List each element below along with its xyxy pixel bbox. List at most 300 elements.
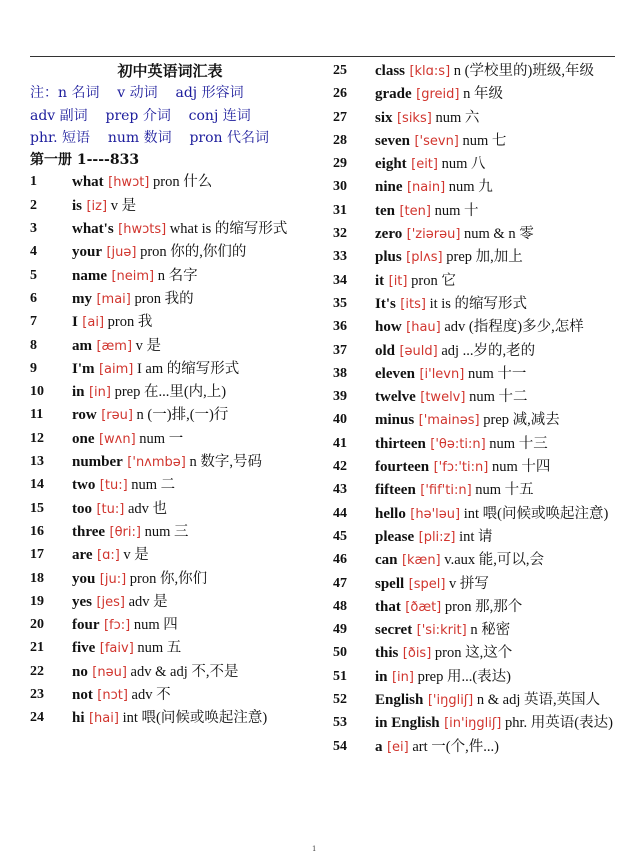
vocab-entry [333, 456, 615, 479]
entry-phonetic: [nɔt] [97, 688, 128, 704]
entry-phonetic: [in'iŋgliʃ] [444, 716, 502, 732]
entry-definition: adv 也 [124, 500, 168, 517]
entry-definition: art 一(个,件...) [408, 738, 499, 755]
entry-body [375, 479, 615, 502]
entry-body [72, 707, 310, 730]
entry-definition: adj ...岁的,老的 [437, 342, 536, 359]
entry-definition: pron 什么 [149, 174, 213, 191]
entry-number: 51 [333, 668, 347, 684]
entry-phonetic: [spel] [408, 576, 446, 592]
entry-number: 38 [333, 365, 347, 381]
entry-body [72, 171, 310, 194]
entry-definition: pron 我 [104, 314, 153, 331]
entry-word: is [72, 197, 83, 214]
entry-definition: num 十一 [464, 365, 527, 382]
entry-word: are [72, 547, 93, 564]
entry-phonetic: [its] [400, 296, 426, 312]
entry-phonetic: [iz] [86, 198, 108, 214]
entry-definition: pron 它 [407, 272, 456, 289]
entry-word: plus [375, 249, 402, 266]
entry-body [375, 270, 615, 293]
vocab-entry [333, 223, 615, 246]
entry-number: 50 [333, 645, 347, 661]
entry-number: 39 [333, 389, 347, 405]
entry-definition: n & adj 英语,英国人 [473, 692, 601, 709]
entry-phonetic: [juə] [106, 245, 137, 261]
note-value2: 数词 [143, 129, 172, 146]
entry-definition: int 喂(问候或唤起注意) [118, 710, 268, 727]
entry-word: class [375, 63, 405, 79]
entry-phonetic: ['si:krit] [416, 623, 467, 639]
vocab-entry [333, 526, 615, 549]
entry-definition: num 十 [430, 202, 479, 219]
entry-body [72, 591, 310, 614]
entry-phonetic: [ei] [386, 739, 409, 755]
vocab-entry [30, 218, 310, 241]
note-value3: 代名词 [227, 129, 269, 146]
vocab-entry [333, 689, 615, 712]
entry-body [375, 107, 615, 130]
entry-body [375, 246, 615, 269]
note-value: 短语 [62, 129, 91, 146]
entry-number: 53 [333, 715, 347, 731]
vocab-entry [30, 544, 310, 567]
entry-body [72, 661, 310, 684]
note-value: 名词 [71, 85, 100, 102]
entry-word: thirteen [375, 435, 426, 452]
entry-body [375, 316, 615, 339]
vocab-entry [333, 736, 615, 759]
entry-number: 31 [333, 202, 347, 218]
entry-body [375, 153, 615, 176]
entry-body [375, 176, 615, 199]
entry-number: 25 [333, 63, 347, 78]
entry-word: fifteen [375, 482, 416, 499]
entry-body [72, 614, 310, 637]
vocab-entry [333, 246, 615, 269]
vocab-entry [333, 409, 615, 432]
entry-word: hi [72, 710, 85, 727]
entry-body [72, 544, 310, 567]
entry-word: it [375, 272, 385, 289]
entry-definition: adv (指程度)多少,怎样 [440, 319, 584, 336]
entry-number: 32 [333, 226, 347, 242]
entry-phonetic: [ai] [82, 315, 105, 331]
vocab-entry [333, 642, 615, 665]
entry-definition: num 九 [445, 179, 493, 196]
entry-number: 7 [30, 314, 37, 330]
entry-number: 19 [30, 593, 44, 609]
entry-word: It's [375, 295, 396, 312]
vocab-entry [30, 335, 310, 358]
entry-body [72, 451, 310, 474]
entry-body [375, 712, 615, 735]
entry-phonetic: [siks] [396, 110, 432, 126]
entry-word: three [72, 523, 106, 540]
entry-phonetic: [hə'ləu] [410, 506, 461, 522]
entry-word: English [375, 692, 424, 709]
entry-body [375, 503, 615, 526]
entry-number: 47 [333, 575, 347, 591]
entry-word: number [72, 454, 123, 471]
entry-number: 40 [333, 412, 347, 428]
entry-definition: num & n 零 [460, 226, 534, 243]
entry-number: 34 [333, 272, 347, 288]
vocab-entry [333, 270, 615, 293]
entry-word: ten [375, 202, 395, 219]
entry-number: 2 [30, 197, 37, 213]
entry-phonetic: [pli:z] [418, 529, 456, 545]
entry-phonetic: [kæn] [401, 553, 441, 569]
entry-number: 46 [333, 552, 347, 568]
top-rule [30, 56, 615, 57]
entry-number: 28 [333, 132, 347, 148]
entry-phonetic: [æm] [96, 338, 133, 354]
entry-number: 6 [30, 290, 37, 306]
note-key: phr. [30, 129, 58, 146]
entry-phonetic: [hwɔts] [118, 222, 167, 238]
vocab-entry [333, 386, 615, 409]
note-key3: pron [189, 129, 223, 146]
note-value2: 动词 [129, 85, 158, 102]
vocab-entry [30, 707, 310, 730]
entry-definition: n 年级 [459, 86, 503, 103]
entry-phonetic: ['iŋgliʃ] [427, 693, 474, 709]
vocab-entry [333, 596, 615, 619]
entry-definition: n 数字,号码 [185, 454, 262, 471]
entry-word: in [375, 668, 388, 685]
vocab-entry [333, 340, 615, 363]
vocab-entry [30, 358, 310, 381]
entry-word: how [375, 319, 402, 336]
entry-definition: v 是 [119, 547, 149, 564]
note-line [30, 105, 310, 127]
vocab-entry [30, 265, 310, 288]
entry-phonetic: [it] [388, 273, 408, 289]
entry-definition: pron 你,你们 [126, 570, 208, 587]
entry-word: a [375, 738, 383, 755]
entry-body [72, 637, 310, 660]
entry-body [375, 409, 615, 432]
entry-phonetic: [nain] [406, 180, 446, 196]
entry-definition: num 十二 [465, 389, 528, 406]
entry-body [375, 130, 615, 153]
entry-body [72, 195, 310, 218]
note-value3: 形容词 [201, 85, 244, 102]
vocab-entry [30, 311, 310, 334]
entry-phonetic: [nəu] [92, 664, 127, 680]
entry-body [72, 358, 310, 381]
left-entry-list [30, 171, 310, 730]
note-value2: 介词 [142, 107, 171, 124]
entry-phonetic: [jes] [96, 594, 125, 610]
entry-phonetic: [hau] [406, 320, 441, 336]
entry-word: nine [375, 179, 403, 196]
entry-word: one [72, 430, 95, 447]
entry-definition: num 七 [458, 132, 507, 149]
entry-definition: num 十五 [471, 482, 534, 499]
entry-word: your [72, 244, 102, 261]
entry-phonetic: [faiv] [99, 641, 134, 657]
note-key3: adj [175, 85, 198, 102]
entry-definition: v 是 [132, 337, 162, 354]
entry-number: 54 [333, 738, 347, 754]
vocab-entry [333, 712, 615, 735]
entry-body [375, 293, 615, 316]
vocab-entry [333, 549, 615, 572]
entry-word: yes [72, 593, 92, 610]
entry-definition: v 拼写 [445, 575, 489, 592]
note-line [30, 127, 310, 149]
entry-definition: prep 用...(表达) [413, 668, 512, 685]
entry-phonetic: [tu:] [99, 478, 128, 494]
entry-phonetic: ['sevn] [414, 133, 459, 149]
entry-number: 16 [30, 523, 44, 539]
entry-definition: v 是 [107, 197, 137, 214]
entry-number: 22 [30, 663, 44, 679]
vocab-entry [333, 316, 615, 339]
entry-body [375, 456, 615, 479]
section-heading: 第一册 1----833 [30, 152, 140, 169]
entry-number: 42 [333, 459, 347, 475]
entry-word: this [375, 645, 399, 662]
note-value: 副词 [59, 107, 88, 124]
entry-phonetic: [hwɔt] [108, 175, 150, 191]
note-key: 注：n [30, 85, 68, 102]
entry-body [375, 526, 615, 549]
entry-body [72, 335, 310, 358]
entry-word: hello [375, 505, 406, 522]
entry-definition: num 八 [437, 156, 486, 173]
entry-word: zero [375, 226, 403, 243]
entry-definition: num 十三 [485, 435, 548, 452]
entry-phonetic: [twelv] [420, 390, 466, 406]
entry-definition: pron 你的,你们的 [136, 244, 247, 261]
entry-phonetic: [ɑ:] [97, 548, 120, 564]
entry-body [375, 223, 615, 246]
entry-phonetic: [ðæt] [405, 599, 442, 615]
right-entry-list [333, 60, 615, 759]
vocab-entry [30, 521, 310, 544]
entry-number: 15 [30, 500, 44, 516]
entry-word: old [375, 342, 396, 359]
entry-number: 30 [333, 179, 347, 195]
entry-body [72, 288, 310, 311]
entry-phonetic: ['mainəs] [418, 413, 480, 429]
entry-word: eight [375, 156, 407, 173]
entry-phonetic: [fɔ:] [103, 618, 131, 634]
entry-body [72, 404, 310, 427]
vocab-entry [333, 200, 615, 223]
entry-body [72, 498, 310, 521]
entry-word: am [72, 337, 92, 354]
entry-number: 24 [30, 710, 44, 726]
entry-number: 9 [30, 360, 37, 376]
entry-definition: num 五 [133, 640, 182, 657]
entry-definition: prep 在...里(内,上) [110, 384, 227, 401]
vocab-entry [30, 428, 310, 451]
note-line [30, 82, 310, 104]
entry-body [375, 596, 615, 619]
entry-number: 33 [333, 249, 347, 265]
entry-word: name [72, 267, 107, 284]
entry-body [72, 684, 310, 707]
entry-phonetic: [hai] [88, 711, 119, 727]
entry-phonetic: [θri:] [109, 524, 141, 540]
left-column [30, 60, 310, 731]
entry-phonetic: ['fif'ti:n] [420, 483, 472, 499]
entry-definition: pron 这,这个 [431, 645, 513, 662]
note-key: adv [30, 107, 56, 124]
entry-number: 5 [30, 267, 37, 283]
entry-number: 27 [333, 109, 347, 125]
page-title: 初中英语词汇表 [117, 62, 223, 80]
entry-word: twelve [375, 389, 416, 406]
entry-body [375, 363, 615, 386]
vocab-entry [30, 381, 310, 404]
right-column [333, 60, 615, 759]
entry-phonetic: [eit] [411, 157, 438, 173]
entry-phonetic: ['θə:ti:n] [430, 436, 486, 452]
vocab-entry [333, 479, 615, 502]
vocab-entry [30, 568, 310, 591]
entry-word: secret [375, 622, 413, 639]
note-key2: v [117, 85, 126, 102]
entry-definition: adv 是 [124, 593, 168, 610]
vocab-entry [333, 176, 615, 199]
vocab-entry [333, 666, 615, 689]
entry-definition: prep 减,减去 [479, 412, 560, 429]
entry-word: I'm [72, 360, 95, 377]
entry-number: 4 [30, 244, 37, 260]
entry-definition: n 名字 [154, 267, 198, 284]
vocab-entry [30, 498, 310, 521]
entry-phonetic: [tu:] [96, 501, 125, 517]
vocab-entry [333, 433, 615, 456]
entry-phonetic: [ten] [399, 203, 431, 219]
vocab-entry [333, 83, 615, 106]
vocab-entry [30, 195, 310, 218]
entry-number: 41 [333, 435, 347, 451]
note-key2: num [107, 129, 140, 146]
entry-word: not [72, 687, 93, 704]
entry-word: fourteen [375, 459, 430, 476]
entry-number: 23 [30, 687, 44, 703]
vocab-entry [30, 241, 310, 264]
vocab-entry [333, 503, 615, 526]
vocab-entry [30, 288, 310, 311]
entry-phonetic: [plʌs] [406, 250, 443, 266]
entry-body [375, 386, 615, 409]
entry-number: 44 [333, 505, 347, 521]
entry-phonetic: [in] [88, 385, 111, 401]
note-key2: prep [105, 107, 139, 124]
entry-word: please [375, 528, 415, 545]
entry-body [375, 573, 615, 596]
entry-word: in English [375, 715, 440, 732]
entry-number: 20 [30, 617, 44, 633]
entry-definition: what is 的缩写形式 [166, 221, 288, 238]
entry-word: you [72, 570, 96, 587]
entry-phonetic: [aim] [98, 361, 134, 377]
entry-phonetic: [ðis] [402, 646, 432, 662]
vocab-entry [333, 107, 615, 130]
entry-number: 14 [30, 477, 44, 493]
vocab-entry [333, 619, 615, 642]
vocab-entry [333, 363, 615, 386]
entry-body [72, 521, 310, 544]
vocab-entry [30, 614, 310, 637]
entry-phonetic: [klɑ:s] [409, 64, 451, 79]
entry-phonetic: ['ziərəu] [406, 227, 461, 243]
entry-body [375, 619, 615, 642]
entry-number: 48 [333, 598, 347, 614]
entry-body [375, 642, 615, 665]
entry-word: too [72, 500, 92, 517]
entry-word: six [375, 109, 393, 126]
entry-word: four [72, 617, 100, 634]
vocab-entry [333, 153, 615, 176]
note-value3: 连词 [222, 107, 251, 124]
entry-definition: I am 的缩写形式 [133, 360, 240, 377]
entry-phonetic: [in] [391, 669, 414, 685]
entry-number: 18 [30, 570, 44, 586]
entry-body [72, 265, 310, 288]
entry-definition: it is 的缩写形式 [425, 295, 528, 312]
entry-word: spell [375, 575, 405, 592]
entry-number: 45 [333, 528, 347, 544]
note-key3: conj [188, 107, 219, 124]
entry-definition: num 四 [130, 617, 178, 634]
entry-number: 52 [333, 692, 347, 708]
entry-number: 36 [333, 319, 347, 335]
entry-phonetic: [i'levn] [419, 366, 465, 382]
entry-number: 29 [333, 156, 347, 172]
entry-body [375, 433, 615, 456]
entry-word: two [72, 477, 96, 494]
entry-body [72, 218, 310, 241]
entry-word: my [72, 290, 92, 307]
entry-number: 37 [333, 342, 347, 358]
entry-phonetic: [mai] [96, 291, 131, 307]
entry-definition: pron 那,那个 [441, 598, 523, 615]
entry-definition: n (一)排,(一)行 [132, 407, 229, 424]
entry-definition: n (学校里的)班级,年级 [450, 63, 594, 79]
vocab-entry [333, 293, 615, 316]
entry-number: 3 [30, 221, 37, 237]
entry-number: 49 [333, 622, 347, 638]
entry-phonetic: ['fɔ:'ti:n] [433, 460, 489, 476]
entry-phonetic: [rəu] [101, 408, 133, 424]
entry-word: what [72, 174, 104, 191]
entry-definition: prep 加,加上 [442, 249, 523, 266]
entry-phonetic: [ju:] [99, 571, 127, 587]
entry-body [375, 666, 615, 689]
entry-number: 43 [333, 482, 347, 498]
entry-word: minus [375, 412, 415, 429]
entry-definition: num 一 [135, 430, 184, 447]
entry-definition: n 秘密 [466, 622, 511, 639]
page-number: 1 [312, 845, 317, 853]
entry-body [72, 381, 310, 404]
entry-number: 1 [30, 174, 37, 190]
entry-definition: num 二 [127, 477, 176, 494]
entry-definition: int 请 [455, 528, 493, 545]
entry-number: 21 [30, 640, 44, 656]
entry-body [375, 689, 615, 712]
entry-word: what's [72, 221, 114, 238]
entry-number: 12 [30, 430, 44, 446]
